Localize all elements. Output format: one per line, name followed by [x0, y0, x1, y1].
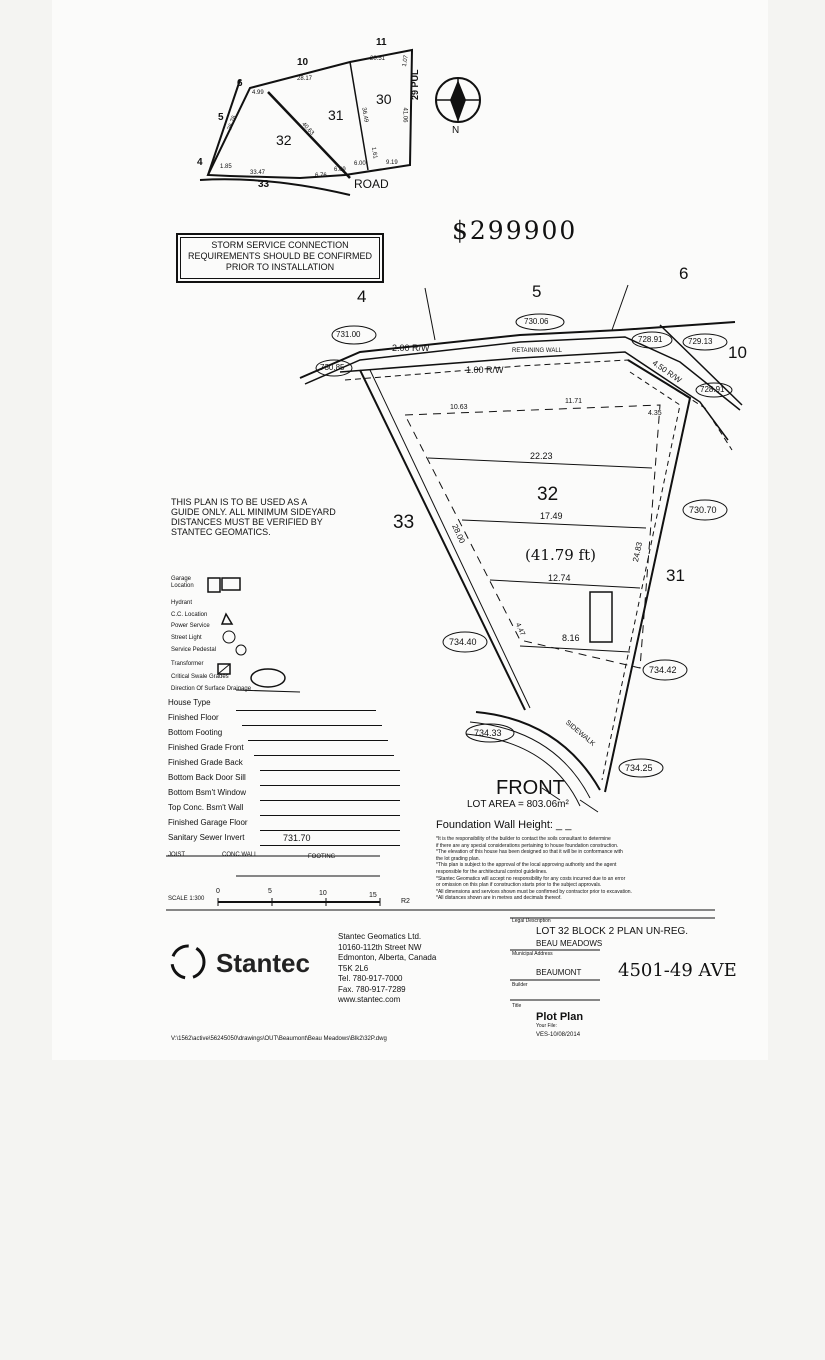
municipality: BEAUMONT [536, 968, 582, 977]
joist-label: JOIST [168, 852, 186, 858]
field-value-line[interactable] [242, 725, 382, 726]
dim-label: 24.83 [631, 541, 645, 563]
keymap-dim: 1.85 [220, 164, 232, 170]
disclaimer-line: *All dimensions and services shown must be confirmed by contractor prior to excavation. [436, 888, 632, 895]
field-value-line[interactable] [260, 800, 400, 801]
keymap-dim: 1.61 [369, 146, 378, 160]
guide-note [171, 497, 336, 537]
notice-line: STORM SERVICE CONNECTION [211, 240, 349, 250]
lot-6-label: 6 [679, 264, 689, 283]
keymap-lot-5: 5 [218, 112, 224, 123]
company-postal: T5K 2L6 [338, 963, 369, 973]
elevation-label: 734.33 [474, 728, 502, 738]
field-label: Finished Grade Back [168, 758, 243, 767]
elevation-label: 730.85 [320, 363, 345, 372]
keymap-dim: 36.49 [360, 107, 369, 123]
lot-width-note: (41.79 ft) [525, 546, 596, 564]
legend-swale: Critical Swale Grades [171, 674, 229, 680]
keymap-pul: 29 PUL [410, 69, 420, 100]
field-label: Top Conc. Bsm't Wall [168, 803, 244, 812]
legend-power: Power Service [171, 623, 210, 629]
legal-description: LOT 32 BLOCK 2 PLAN UN-REG. [536, 926, 689, 937]
north-arrow-icon [436, 78, 480, 122]
storm-notice-box [176, 233, 384, 283]
field-value-line[interactable] [260, 785, 400, 786]
legal-caption: Legal Description [512, 918, 551, 924]
revision-label: R2 [401, 898, 410, 905]
field-value-line[interactable] [260, 830, 400, 831]
elevation-label: 730.70 [689, 505, 717, 515]
municipal-caption: Municipal Address [512, 951, 553, 957]
dim-label: 4.35 [648, 410, 662, 417]
keymap-dim: 28.17 [297, 76, 313, 82]
field-label: Finished Floor [168, 713, 219, 722]
legend-drainage: Direction Of Surface Drainage [171, 686, 252, 692]
disclaimer-block [436, 836, 632, 902]
company-name: Stantec Geomatics Ltd. [338, 932, 422, 941]
field-value-line[interactable] [254, 755, 394, 756]
elevation-label: 728.91 [638, 335, 663, 344]
field-label: Finished Garage Floor [168, 818, 248, 827]
row-label: 2.00 R/W [392, 343, 430, 353]
legend-hydrant: Hydrant [171, 600, 193, 606]
stantec-logo: Stantec [216, 948, 310, 978]
sidewalk-label: SIDEWALK [563, 719, 596, 748]
field-label: House Type [168, 698, 211, 707]
company-tel: Tel. 780-917-7000 [338, 974, 403, 983]
elevation-label: 730.06 [524, 317, 549, 326]
keymap-dim: 40.63 [300, 121, 315, 137]
keymap-outline [208, 50, 412, 178]
elevation-label: 734.25 [625, 763, 653, 773]
scale-label: SCALE 1:300 [168, 896, 205, 902]
disclaimer-line: responsible for the architectural control guidelines. [436, 868, 548, 875]
keymap-lot-33: 33 [258, 179, 270, 190]
scale-tick: 15 [369, 892, 377, 899]
scale-tick: 5 [268, 888, 272, 895]
dim-label: 28.00 [450, 522, 467, 545]
elevation-label: 734.40 [449, 637, 477, 647]
keymap-lot-30: 30 [376, 91, 392, 107]
field-label: Finished Grade Front [168, 743, 244, 752]
keymap-lot-31: 31 [328, 107, 344, 123]
field-value-line[interactable] [260, 770, 400, 771]
lot-33-label: 33 [393, 512, 415, 533]
company-city: Edmonton, Alberta, Canada [338, 953, 437, 962]
guide-note-line: THIS PLAN IS TO BE USED AS A [171, 497, 308, 507]
disclaimer-line: *It is the responsibility of the builder to contact the soils consultant to determine [436, 836, 611, 842]
keymap-dim: 6.69 [334, 167, 346, 173]
keymap-lot-10: 10 [297, 57, 309, 68]
company-street: 10160-112th Street NW [338, 942, 422, 952]
front-label: FRONT [496, 777, 565, 799]
field-value-line[interactable] [248, 740, 388, 741]
disclaimer-line: or omission on this plan if construction starts prior to the subject approvals. [436, 882, 602, 889]
keymap-dim: 6.76 [315, 173, 327, 179]
elevation-label: 734.42 [649, 665, 677, 675]
disclaimer-line: the lot grading plan. [436, 855, 480, 862]
north-label: N [452, 125, 460, 136]
keymap-lot-6: 6 [237, 78, 243, 89]
guide-note-line: GUIDE ONLY. ALL MINIMUM SIDEYARD [171, 507, 336, 517]
retaining-wall-label: RETAINING WALL [512, 348, 563, 354]
lot-10-label: 10 [728, 343, 747, 362]
keymap-dim: 1.07 [401, 54, 410, 68]
field-label: Sanitary Sewer Invert [168, 833, 245, 842]
dim-label: 17.49 [540, 511, 563, 521]
dim-label: 22.23 [530, 451, 553, 461]
dim-label: 11.71 [565, 398, 582, 405]
legend-garage: Garage Location [171, 576, 194, 589]
plan-title: Plot Plan [536, 1011, 584, 1023]
elevation-label: 731.00 [336, 330, 361, 339]
dim-label: 4.47 [513, 621, 526, 638]
keymap-lot-11: 11 [376, 37, 387, 48]
row-label: 1.00 R/W [466, 365, 504, 375]
your-file-caption: Your File: [536, 1023, 557, 1029]
guide-note-line: STANTEC GEOMATICS. [171, 527, 271, 537]
builder-caption: Builder [512, 982, 528, 988]
company-web: www.stantec.com [338, 995, 401, 1004]
field-label: Bottom Bsm't Window [168, 788, 246, 797]
company-fax: Fax. 780-917-7289 [338, 984, 406, 994]
field-value-line[interactable] [236, 710, 376, 711]
keymap-lot-32: 32 [276, 132, 292, 148]
handwritten-price: $299900 [452, 216, 578, 245]
keymap-dim: 9.19 [386, 160, 398, 166]
drawing-file-path: V:\1562\active\56245050\drawings\OUT\Beaumont\Beau Meadows\Blk2\32P.dwg [171, 1036, 387, 1042]
legend-transformer: Transformer [171, 661, 204, 667]
disclaimer-line: *The elevation of this house has been designed so that it will be in conformance with [436, 849, 623, 856]
handwritten-address: 4501-49 AVE [618, 960, 737, 981]
field-value: 731.70 [283, 833, 311, 843]
keymap-dim: 6.00 [354, 161, 366, 167]
disclaimer-line: if there are any special considerations pertaining to house foundation construction. [436, 842, 619, 849]
elevation-label: 728.91 [700, 385, 725, 394]
keymap-dim: 20.51 [370, 56, 386, 62]
lot-4-label: 4 [357, 287, 367, 306]
legend-cc: C.C. Location [171, 612, 208, 618]
scale-tick: 0 [216, 888, 220, 895]
keymap-dim: 26.76 [227, 114, 238, 132]
dim-label: 12.74 [548, 573, 571, 583]
disclaimer-line: *Stantec Geomatics will accept no responsibility for any costs incurred due to an error [436, 875, 626, 882]
keymap-road: ROAD [354, 177, 389, 191]
conc-wall-label: CONC.WALL [222, 852, 258, 858]
scale-tick: 10 [319, 890, 327, 897]
foundation-wall-height: Foundation Wall Height: _ _ [436, 819, 572, 831]
footing-label: FOOTING [308, 854, 336, 860]
field-label: Bottom Back Door Sill [168, 773, 246, 782]
lot-32-label: 32 [537, 484, 559, 505]
disclaimer-line: *This plan is subject to the approval of the local approving authority and the agent [436, 862, 617, 869]
legend-light: Street Light [171, 635, 202, 641]
lot-31-label: 31 [666, 566, 685, 585]
keymap-dim: 4.99 [252, 90, 264, 96]
dim-label: 8.16 [562, 633, 580, 643]
notice-line: PRIOR TO INSTALLATION [225, 262, 335, 272]
row-label: 4.50 R/W [650, 358, 684, 385]
keymap-dim: 41.06 [401, 107, 408, 123]
lot-area: LOT AREA = 803.06m² [467, 799, 569, 810]
elevation-label: 729.13 [688, 337, 713, 346]
dim-label: 10.63 [450, 404, 468, 411]
subdivision: BEAU MEADOWS [536, 939, 603, 948]
field-value-line[interactable] [260, 845, 400, 846]
title-caption: Title [512, 1003, 522, 1009]
lot-5-label: 5 [532, 282, 542, 301]
keymap-lot-4: 4 [197, 157, 203, 168]
legend-pedestal: Service Pedestal [171, 647, 217, 653]
file-number: VES-10/08/2014 [536, 1032, 581, 1038]
company-address [338, 932, 436, 1006]
disclaimer-line: *All distances shown are in metres and decimals thereof. [436, 895, 562, 902]
guide-note-line: DISTANCES MUST BE VERIFIED BY [171, 517, 323, 527]
field-label: Bottom Footing [168, 728, 223, 737]
keymap-dim: 33.47 [250, 170, 266, 176]
notice-line: REQUIREMENTS SHOULD BE CONFIRMED [187, 251, 373, 261]
field-value-line[interactable] [260, 815, 400, 816]
